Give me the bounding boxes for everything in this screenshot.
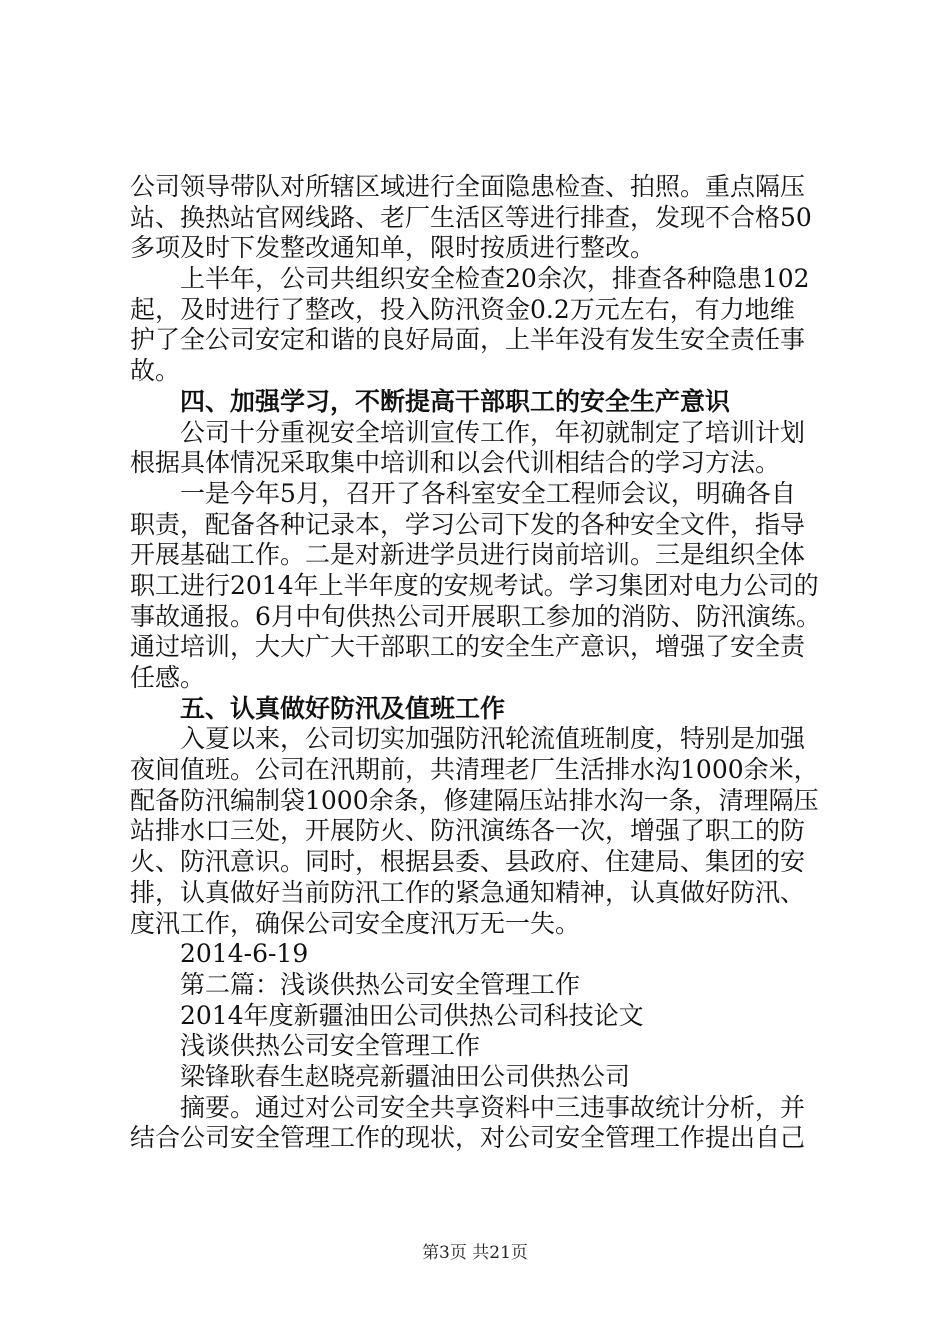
text-line: 入夏以来，公司切实加强防汛轮流值班制度，特别是加强 bbox=[180, 724, 806, 754]
text-line: 夜间值班。公司在汛期前，共清理老厂生活排水沟1000余米， bbox=[130, 755, 819, 785]
text-line: 配备防汛编制袋1000余条，修建隔压站排水沟一条，清理隔压 bbox=[130, 785, 819, 815]
text-line: 2014-6-19 bbox=[180, 939, 309, 969]
text-line: 2014年度新疆油田公司供热公司科技论文 bbox=[180, 1000, 644, 1030]
text-line: 度汛工作，确保公司安全度汛万无一失。 bbox=[130, 908, 581, 938]
text-line: 事故通报。6月中旬供热公司开展职工参加的消防、防汛演练。 bbox=[130, 601, 821, 631]
text-line: 多项及时下发整改通知单，限时按质进行整改。 bbox=[130, 233, 656, 263]
text-line: 根据具体情况采取集中培训和以会代训相结合的学习方法。 bbox=[130, 448, 781, 478]
text-line: 故。 bbox=[130, 356, 181, 386]
text-line: 开展基础工作。二是对新进学员进行岗前培训。三是组织全体 bbox=[130, 540, 806, 570]
text-line: 摘要。通过对公司安全共享资料中三违事故统计分析，并 bbox=[180, 1092, 806, 1122]
text-line: 结合公司安全管理工作的现状，对公司安全管理工作提出自己 bbox=[130, 1123, 806, 1153]
text-line: 排，认真做好当前防汛工作的紧急通知精神，认真做好防汛、 bbox=[130, 877, 806, 907]
text-line: 一是今年5月，召开了各科室安全工程师会议，明确各自 bbox=[180, 478, 796, 508]
text-line: 站、换热站官网线路、老厂生活区等进行排查，发现不合格50 bbox=[130, 202, 812, 232]
text-line: 浅谈供热公司安全管理工作 bbox=[180, 1031, 481, 1061]
text-line: 站排水口三处，开展防火、防汛演练各一次，增强了职工的防 bbox=[130, 816, 806, 846]
text-line: 职工进行2014年上半年度的安规考试。学习集团对电力公司的 bbox=[130, 570, 819, 600]
text-line: 职责，配备各种记录本，学习公司下发的各种安全文件，指导 bbox=[130, 509, 806, 539]
text-line: 公司十分重视安全培训宣传工作，年初就制定了培训计划 bbox=[180, 417, 806, 447]
text-line: 公司领导带队对所辖区域进行全面隐患检查、拍照。重点隔压 bbox=[130, 172, 806, 201]
page-footer: 第3页 共21页 bbox=[422, 1243, 528, 1263]
text-line: 任感。 bbox=[130, 663, 206, 692]
text-line: 火、防汛意识。同时，根据县委、县政府、住建局、集团的安 bbox=[130, 847, 806, 877]
document-body bbox=[130, 172, 830, 1154]
text-line: 第二篇：浅谈供热公司安全管理工作 bbox=[180, 969, 581, 999]
text-line: 上半年，公司共组织安全检查20余次，排查各种隐患102 bbox=[180, 264, 810, 294]
section-heading: 五、认真做好防汛及值班工作 bbox=[180, 693, 506, 723]
text-line: 通过培训，大大广大干部职工的安全生产意识，增强了安全责 bbox=[130, 632, 806, 662]
text-line: 起，及时进行了整改，投入防汛资金0.2万元左右，有力地维 bbox=[130, 294, 795, 324]
text-line: 护了全公司安定和谐的良好局面，上半年没有发生安全责任事 bbox=[130, 325, 806, 355]
section-heading: 四、加强学习，不断提高干部职工的安全生产意识 bbox=[180, 386, 731, 416]
text-line: 梁锋耿春生赵晓亮新疆油田公司供热公司 bbox=[180, 1061, 631, 1091]
